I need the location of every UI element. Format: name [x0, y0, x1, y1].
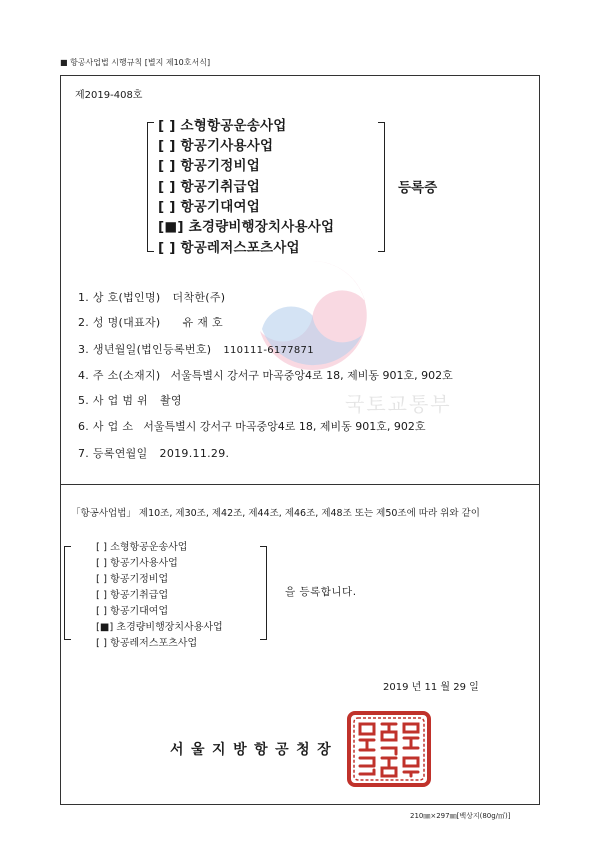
- legal-basis-text: 「항공사업법」 제10조, 제30조, 제42조, 제44조, 제46조, 제48조 또는 제50조에 따라 위와 같이: [71, 508, 480, 519]
- info-row-address: [78, 367, 453, 383]
- large-list-left-bracket: [147, 122, 154, 252]
- info-value: 2019.11.29.: [159, 447, 230, 460]
- paper-spec-footer: 210㎜×297㎜[백상지(80g/㎡)]: [410, 812, 511, 820]
- info-label: 4. 주 소(소재지): [78, 369, 161, 382]
- info-value: 더착한(주): [172, 291, 226, 304]
- business-type-large: [ ] 소형항공운송사업: [158, 118, 287, 134]
- business-type-small: [ ] 항공기정비업: [96, 574, 169, 585]
- registration-number: 제2019-408호: [75, 90, 143, 101]
- info-row-registration-date: [78, 445, 229, 461]
- official-seal-icon: [346, 710, 432, 788]
- business-type-large: [ ] 항공레저스포츠사업: [158, 240, 300, 256]
- info-label: 6. 사 업 소: [78, 420, 134, 433]
- info-label: 3. 생년월일(법인등록번호): [78, 343, 212, 356]
- info-label: 5. 사 업 범 위: [78, 394, 148, 407]
- business-type-large: [ ] 항공기정비업: [158, 158, 260, 174]
- info-value: 유 재 호: [182, 316, 223, 329]
- info-value: 110111-6177871: [223, 345, 314, 356]
- document-frame: [60, 75, 540, 805]
- small-list-right-bracket: [260, 546, 267, 640]
- issuing-authority: 서울지방항공청장: [170, 742, 339, 758]
- info-row-registration-number: [78, 341, 314, 357]
- business-type-small: [ ] 항공기취급업: [96, 590, 169, 601]
- info-row-scope: [78, 392, 182, 408]
- business-type-small-selected: [■] 초경량비행장치사용사업: [96, 622, 223, 633]
- info-value: 서울특별시 강서구 마곡중앙4로 18, 제비동 901호, 902호: [170, 369, 453, 382]
- business-type-large-selected: [■] 초경량비행장치사용사업: [158, 219, 335, 235]
- small-list-left-bracket: [64, 546, 71, 640]
- business-type-large: [ ] 항공기사용사업: [158, 138, 274, 154]
- info-row-office: [78, 418, 426, 434]
- info-label: 1. 상 호(법인명): [78, 291, 161, 304]
- info-row-representative: [78, 314, 223, 330]
- info-value: 촬영: [160, 394, 182, 407]
- info-row-company: [78, 289, 225, 305]
- register-statement: 을 등록합니다.: [285, 586, 357, 598]
- business-type-small: [ ] 항공기대여업: [96, 606, 169, 617]
- form-header: ■ 항공사업법 시행규칙 [별지 제10호서식]: [60, 58, 211, 67]
- business-type-small: [ ] 항공기사용사업: [96, 558, 178, 569]
- certificate-title: 등록증: [398, 180, 438, 196]
- watermark-text: 국토교통부: [345, 392, 452, 416]
- large-list-right-bracket: [378, 122, 385, 252]
- business-type-large: [ ] 항공기취급업: [158, 179, 260, 195]
- info-label: 2. 성 명(대표자): [78, 316, 161, 329]
- info-value: 서울특별시 강서구 마곡중앙4로 18, 제비동 901호, 902호: [143, 420, 426, 433]
- business-type-small: [ ] 항공레저스포츠사업: [96, 638, 198, 649]
- business-type-large: [ ] 항공기대여업: [158, 199, 260, 215]
- business-type-small: [ ] 소형항공운송사업: [96, 542, 188, 553]
- info-label: 7. 등록연월일: [78, 447, 148, 460]
- issue-date: 2019 년 11 월 29 일: [383, 682, 479, 693]
- section-divider: [60, 484, 540, 485]
- government-emblem-watermark-icon: [250, 253, 375, 378]
